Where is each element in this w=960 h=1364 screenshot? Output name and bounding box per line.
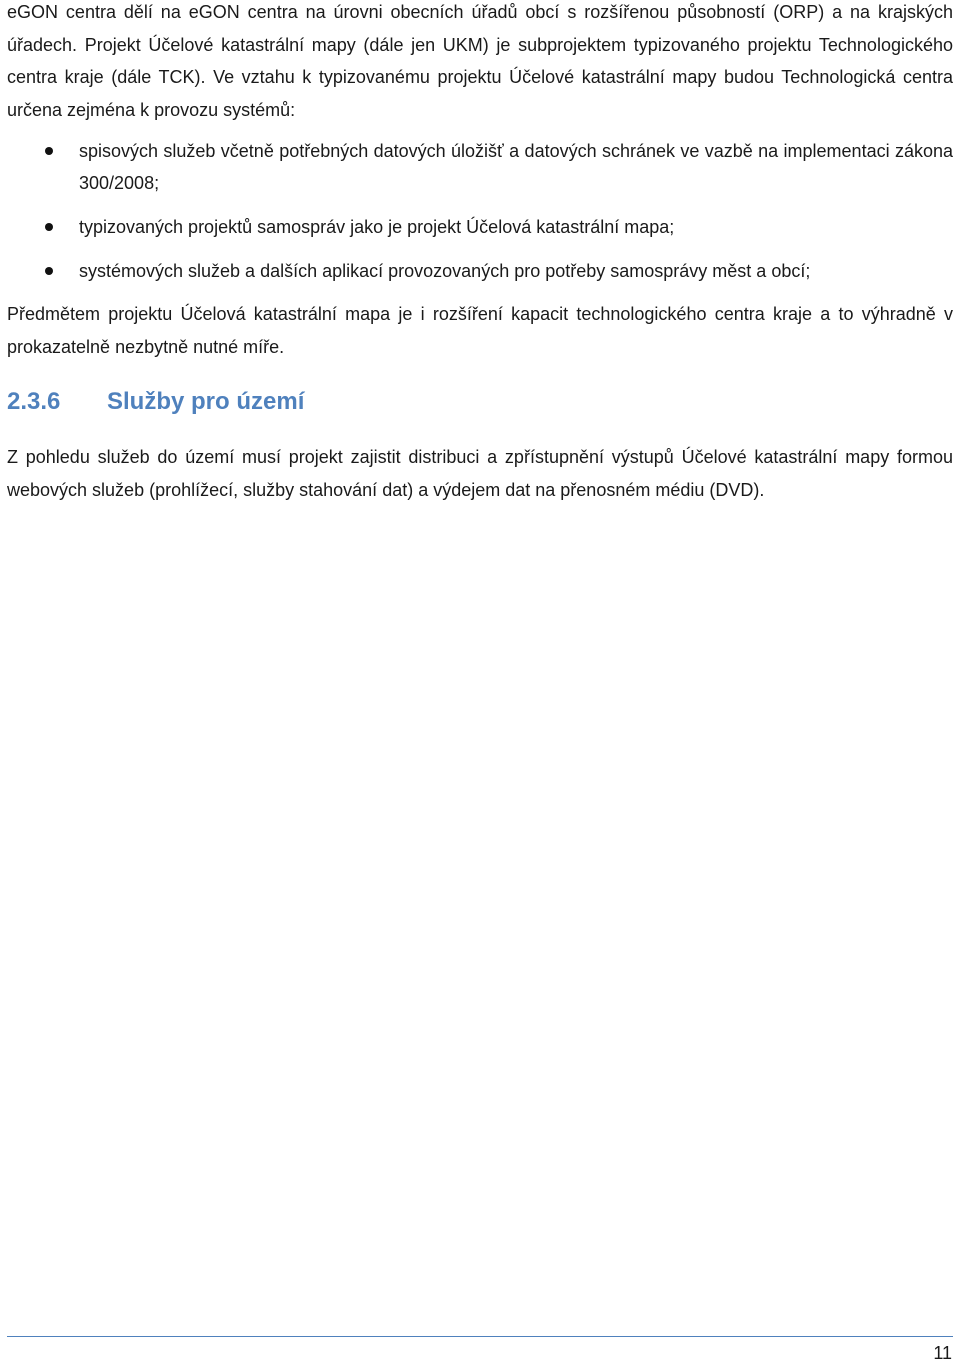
list-item [7,135,953,199]
footer-rule [7,1336,953,1337]
paragraph-services: Z pohledu služeb do území musí projekt zajistit distribuci a zpřístupnění výstupů Účelové katastrální mapy formou webových služeb (prohlížecí, služby stahování dat) a výdejem dat na přenosném médiu (DVD). [7,447,953,500]
list-item [7,255,953,287]
list-item-text: spisových služeb včetně potřebných datových úložišť a datových schránek ve vazbě na implementaci zákona 300/2008; [79,141,953,193]
page-number: 11 [933,1343,952,1363]
document-page [7,0,953,506]
section-heading [7,386,953,418]
paragraph-egon-intro: eGON centra dělí na eGON centra na úrovni obecních úřadů obcí s rozšířenou působností (ORP) a na krajských úřadech. Projekt Účelové katastrální mapy (dále jen UKM) je subprojektem typizovaného projektu Technologického centra kraje (dále TCK). Ve vztahu k typizovanému projektu Účelové katastrální mapy budou Technologická centra určena zejména k provozu systémů: [7,2,953,120]
systems-list [7,135,953,287]
section-title: Služby pro území [107,388,305,415]
list-item-text: systémových služeb a dalších aplikací provozovaných pro potřeby samosprávy měst a obcí; [79,261,811,281]
list-item [7,211,953,243]
bullet-icon [45,223,53,231]
list-item-text: typizovaných projektů samospráv jako je projekt Účelová katastrální mapa; [79,217,675,237]
bullet-icon [45,267,53,275]
paragraph-project-subject: Předmětem projektu Účelová katastrální mapa je i rozšíření kapacit technologického centra kraje a to výhradně v prokazatelně nezbytně nutné míře. [7,304,953,357]
bullet-icon [45,147,53,155]
section-number: 2.3.6 [7,388,61,415]
